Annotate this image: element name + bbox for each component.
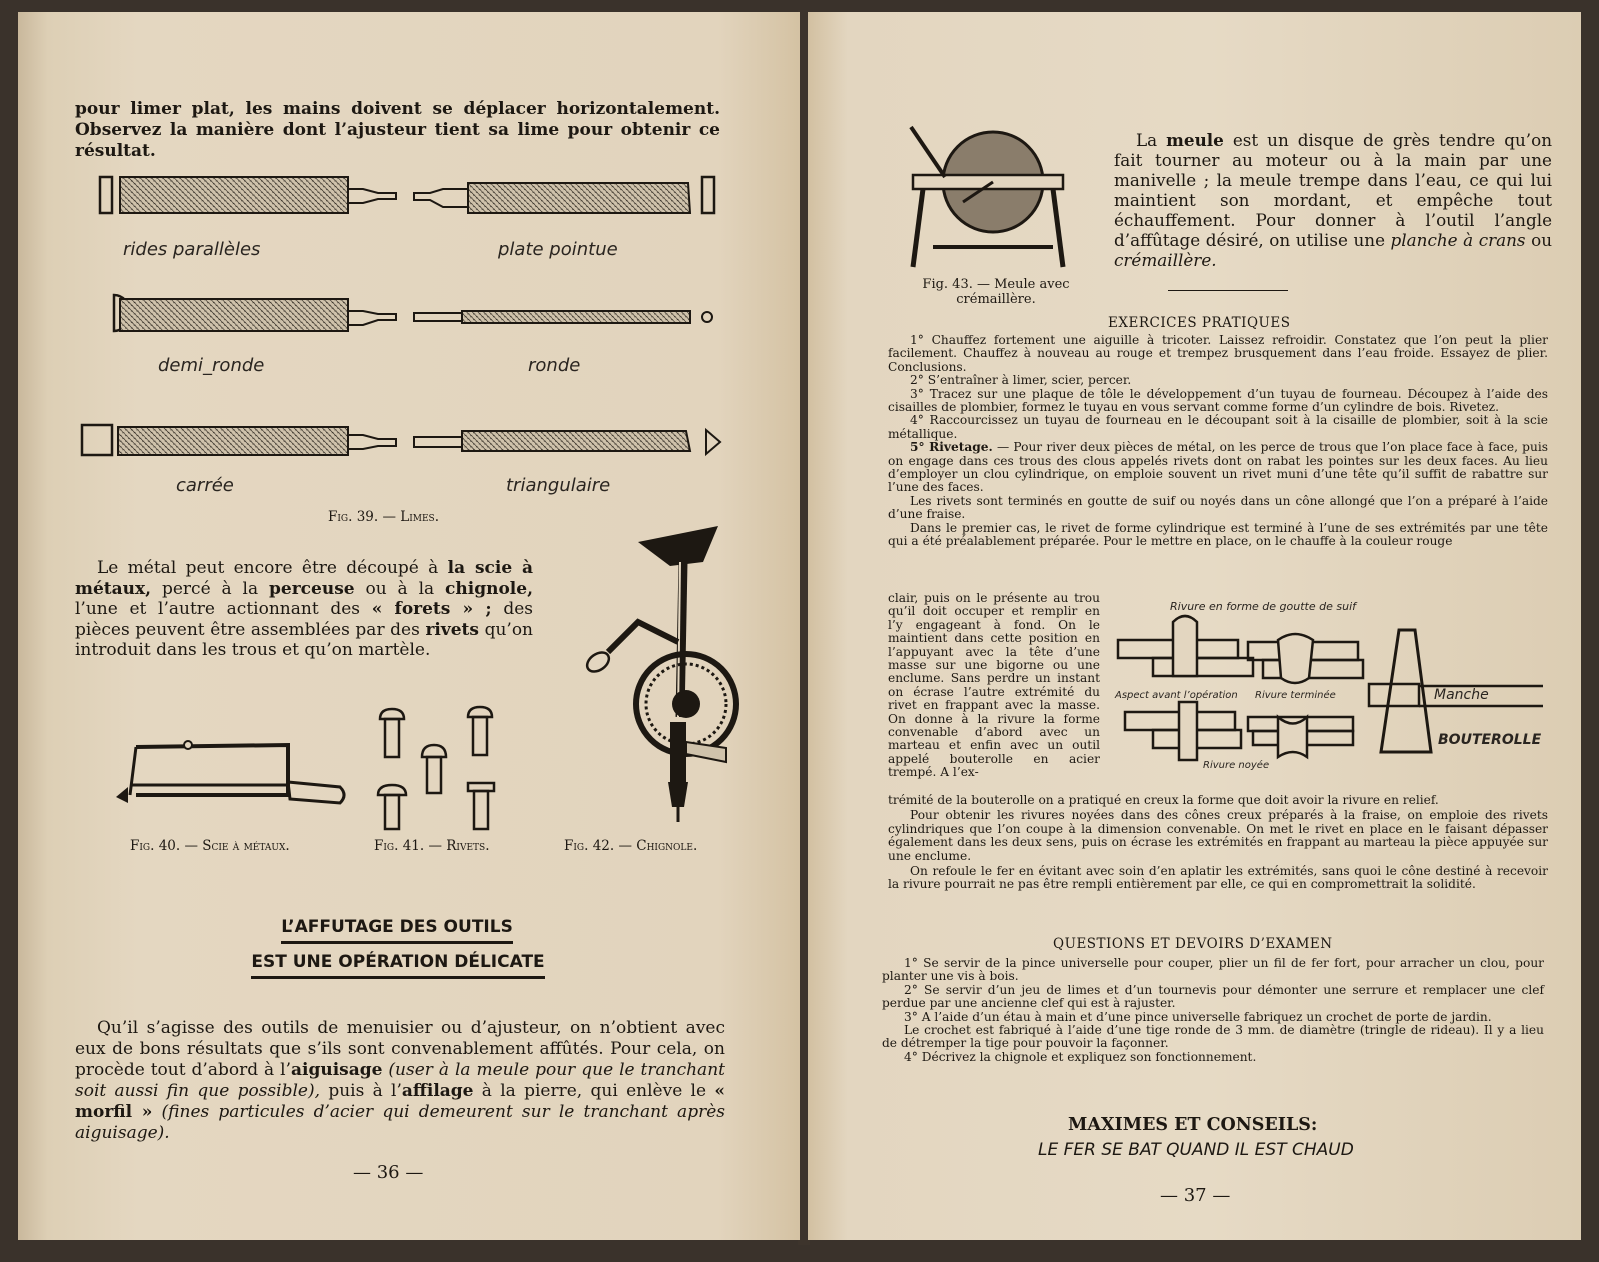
file-flat-pointed xyxy=(468,183,690,213)
page-number-37: — 37 — xyxy=(1160,1185,1231,1206)
label-rivure-terminee: Rivure terminée xyxy=(1255,690,1336,701)
fig40-caption: Fig. 40. — Scie à métaux. xyxy=(130,838,290,854)
rivets-paragraph-2: Dans le premier cas, le rivet de forme cylindrique est terminé à l’une de ses extrémités par une tête qui a été préalablement préparée. Pour le mettre en place, on le chauffe à la couleur rouge xyxy=(888,520,1548,549)
label-aspect-avant: Aspect avant l’opération xyxy=(1115,690,1238,701)
file-triangular xyxy=(462,431,690,451)
fig43-caption: Fig. 43. — Meule avec crémaillère. xyxy=(922,277,1070,307)
exercise-2: 2° S’entraîner à limer, scier, percer. xyxy=(910,373,1132,388)
rivets-continuation xyxy=(888,794,1548,892)
meule-illustration xyxy=(903,117,1073,277)
metal-paragraph: Le métal peut encore être découpé à la scie à métaux, percé à la perceuse ou à la chignole, l’une et l’autre actionnant des « forets » ; des pièces peuvent être assemblées par des rivets qu’on introduit dans les trous et qu’on martèle. xyxy=(75,558,534,660)
label-carree: carrée xyxy=(176,475,234,496)
rivets-paragraph-4: On refoule le fer en évitant avec soin d’en aplatir les extrémités, sans quoi le cône destiné à recevoir la rivure pourrait ne pas être rempli entièrement par elle, ce qui en compromettrait la solidité. xyxy=(888,864,1548,892)
exercise-5: 5° Rivetage. — Pour river deux pièces de métal, on les perce de trous que l’on place face à face, puis on engage dans ces trous des clous appelés rivets dont on rabat les pointes sur les deux faces. Au lieu d’employer un clou cylindrique, on emploie souvent un rivet muni d’une tête qu’il suffit de rabattre sur l’une des faces. xyxy=(888,440,1548,495)
rivets-paragraph-3: Pour obtenir les rivures noyées dans des cônes creux préparés à la fraise, on emploie des rivets cylindriques que l’on coupe à la dimension convenable. On met le rivet en place en le faisant dépasser également dans les deux sens, puis on écrase les extrémités en frappant au marteau la pièce appuyée sur une enclume. xyxy=(888,808,1548,863)
question-3b: Le crochet est fabriqué à l’aide d’une tige ronde de 3 mm. de diamètre (tringle de rideau). Il y a lieu de détremper la tige pour pouvoir la façonner. xyxy=(882,1023,1544,1051)
questions-title: QUESTIONS ET DEVOIRS D’EXAMEN xyxy=(1053,936,1333,952)
label-manche: Manche xyxy=(1434,687,1489,703)
question-1: 1° Se servir de la pince universelle pour couper, plier un fil de fer fort, pour arracher un clou, pour planter une vis à bois. xyxy=(882,956,1544,984)
rivets-column-text: clair, puis on le présente au trou qu’il doit occuper et remplir en l’y engageant à fond. On le maintient dans cette position en l’appuyant avec la tête d’une masse sur une bigorne ou une enclume. Sans perdre un instant on écrase l’autre extrémité du rivet en frappant avec la masse. On donne à la rivure la forme convenable d’abord avec un marteau et enfin avec un outil appelé bouterolle en acier trempé. A l’ex- xyxy=(888,591,1100,780)
fig39-caption: Fig. 39. — Limes. xyxy=(328,509,440,525)
label-ronde: ronde xyxy=(528,355,581,376)
maxime-text: LE FER SE BAT QUAND IL EST CHAUD xyxy=(1038,1140,1354,1160)
rivets-end-text: trémité de la bouterolle on a pratiqué en creux la forme que doit avoir la rivure en relief. xyxy=(888,793,1439,807)
exercices-list xyxy=(888,334,1548,549)
meule-paragraph: La meule est un disque de grès tendre qu’on fait tourner au moteur ou à la main par une manivelle ; la meule trempe dans l’eau, ce qui lui maintient son mordant, et empêche tout échauffement. Pour donner à l’outil l’angle d’affûtage désiré, on utilise une planche à crans ou crémaillère. xyxy=(1114,130,1553,270)
left-page xyxy=(18,12,800,1240)
label-demi-ronde: demi_ronde xyxy=(158,355,265,376)
rivets-illustration xyxy=(370,697,510,827)
separator-rule xyxy=(1168,290,1288,291)
exercices-title: EXERCICES PRATIQUES xyxy=(1108,315,1291,331)
saw-illustration xyxy=(108,737,353,817)
left-intro-text: pour limer plat, les mains doivent se déplacer horizontalement. Observez la manière dont l’ajusteur tient sa lime pour obtenir ce résultat. xyxy=(75,99,720,161)
heading-affutage-1: L’AFFUTAGE DES OUTILS xyxy=(262,917,532,937)
file-flat-parallel xyxy=(120,177,348,213)
question-4: 4° Décrivez la chignole et expliquez son fonctionnement. xyxy=(904,1049,1257,1064)
exercise-4: 4° Raccourcissez un tuyau de fourneau en le découpant soit à la cisaille de plombier, soit à la scie métallique. xyxy=(888,413,1548,441)
chignole-illustration xyxy=(558,522,728,832)
right-page xyxy=(808,12,1581,1240)
files-illustration xyxy=(78,167,728,487)
exercise-3: 3° Tracez sur une plaque de tôle le développement d’un tuyau de fourneau. Découpez à l’aide des cisailles de plombier, formez le tuyau en vous servant comme forme d’un cylindre de bois. Rivetez. xyxy=(888,386,1548,415)
heading-affutage-2: EST UNE OPÉRATION DÉLICATE xyxy=(228,952,568,972)
rivets-paragraph-1: Les rivets sont terminés en goutte de suif ou noyés dans un cône allongé que l’on a préparé à l’aide d’une fraise. xyxy=(888,493,1548,522)
affutage-paragraph: Qu’il s’agisse des outils de menuisier ou d’ajusteur, on n’obtient avec eux de bons résultats que s’ils sont convenablement affûtés. Pour cela, on procède tout d’abord à l’aiguisage (user à la meule pour que le tranchant soit aussi fin que possible), puis à l’affilage à la pierre, qui enlève le « morfil » (fines particules d’acier qui demeurent sur le tranchant après aiguisage). xyxy=(75,1018,725,1143)
label-bouterolle: BOUTEROLLE xyxy=(1438,732,1542,748)
file-section-square-1 xyxy=(100,177,112,213)
fig42-caption: Fig. 42. — Chignole. xyxy=(564,838,698,854)
fig41-caption: Fig. 41. — Rivets. xyxy=(374,838,490,854)
maximes-title: MAXIMES ET CONSEILS: xyxy=(1068,1115,1318,1135)
question-3: 3° A l’aide d’un étau à main et d’une pince universelle fabriquez un crochet de porte de jardin. xyxy=(904,1009,1492,1024)
label-goutte-suif: Rivure en forme de goutte de suif xyxy=(1170,600,1357,613)
question-2: 2° Se servir d’un jeu de limes et d’un tournevis pour démonter une serrure et remplacer une clef perdue par une ancienne clef qui est à rajuster. xyxy=(882,982,1544,1011)
file-square xyxy=(118,427,348,455)
file-round xyxy=(462,311,690,323)
label-triangulaire: triangulaire xyxy=(506,475,611,496)
exercise-1: 1° Chauffez fortement une aiguille à tricoter. Laissez refroidir. Constatez que l’on peut la plier facilement. Chauffez à nouveau au rouge et trempez brusquement dans l’eau froide. Essayez de plier. Conclusions. xyxy=(888,333,1548,374)
file-half-round xyxy=(120,299,348,331)
label-rivure-noyee: Rivure noyée xyxy=(1203,760,1270,771)
page-number-36: — 36 — xyxy=(353,1162,424,1183)
label-rides-paralleles: rides parallèles xyxy=(123,239,261,260)
questions-list xyxy=(882,957,1544,1064)
label-plate-pointue: plate pointue xyxy=(498,239,618,260)
